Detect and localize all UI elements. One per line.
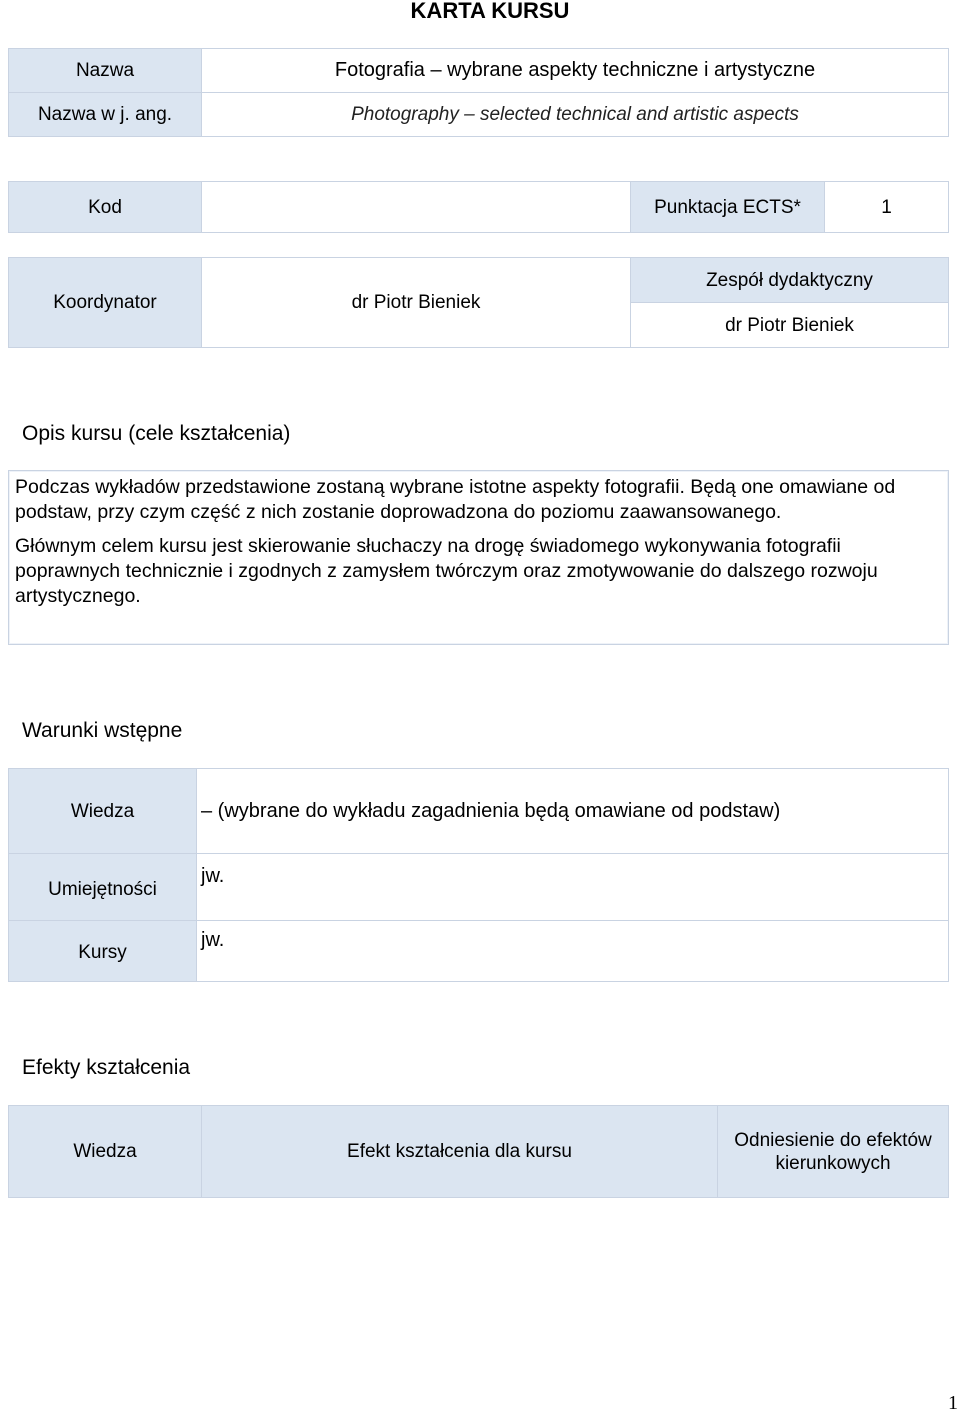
code-label: Kod: [8, 181, 202, 233]
ects-value: 1: [824, 181, 949, 233]
outcomes-heading: Efekty kształcenia: [22, 1056, 191, 1079]
name-label: Nazwa: [8, 48, 202, 93]
name-en-label: Nazwa w j. ang.: [8, 92, 202, 137]
outcomes-col-effect: Efekt kształcenia dla kursu: [201, 1105, 718, 1198]
name-value: Fotografia – wybrane aspekty techniczne i artystyczne: [201, 48, 949, 93]
outcomes-col-reference: Odniesienie do efektów kierunkowych: [717, 1105, 949, 1198]
team-label: Zespół dydaktyczny: [630, 257, 949, 303]
description-paragraph-2: Głównym celem kursu jest skierowanie słuchaczy na drogę świadomego wykonywania fotografii poprawnych technicznie i zgodnych z zamysłem twórczym oraz zmotywowanie do dalszego rozwoju artystycznego.: [15, 535, 878, 607]
code-value: [201, 181, 631, 233]
prereq-skills-value: jw.: [196, 853, 949, 921]
document-title: KARTA KURSU: [410, 0, 570, 23]
description-box: [8, 470, 949, 645]
description-paragraph-1: Podczas wykładów przedstawione zostaną wybrane istotne aspekty fotografii. Będą one omawiane od podstaw, przy czym część z nich zostanie doprowadzona do poziomu zaawansowanego.: [15, 476, 896, 523]
prerequisites-heading: Warunki wstępne: [22, 719, 183, 742]
coordinator-value: dr Piotr Bieniek: [201, 257, 631, 348]
prereq-courses-label: Kursy: [8, 920, 197, 982]
coordinator-label: Koordynator: [8, 257, 202, 348]
page-number: 1: [948, 1392, 958, 1414]
name-en-value: Photography – selected technical and artistic aspects: [201, 92, 949, 137]
description-heading: Opis kursu (cele kształcenia): [22, 422, 291, 445]
prereq-courses-value: jw.: [196, 920, 949, 982]
team-value: dr Piotr Bieniek: [630, 302, 949, 348]
prereq-knowledge-value: – (wybrane do wykładu zagadnienia będą omawiane od podstaw): [196, 768, 949, 854]
prereq-knowledge-label: Wiedza: [8, 768, 197, 854]
ects-label: Punktacja ECTS*: [630, 181, 825, 233]
prereq-skills-label: Umiejętności: [8, 853, 197, 921]
outcomes-col-knowledge: Wiedza: [8, 1105, 202, 1198]
